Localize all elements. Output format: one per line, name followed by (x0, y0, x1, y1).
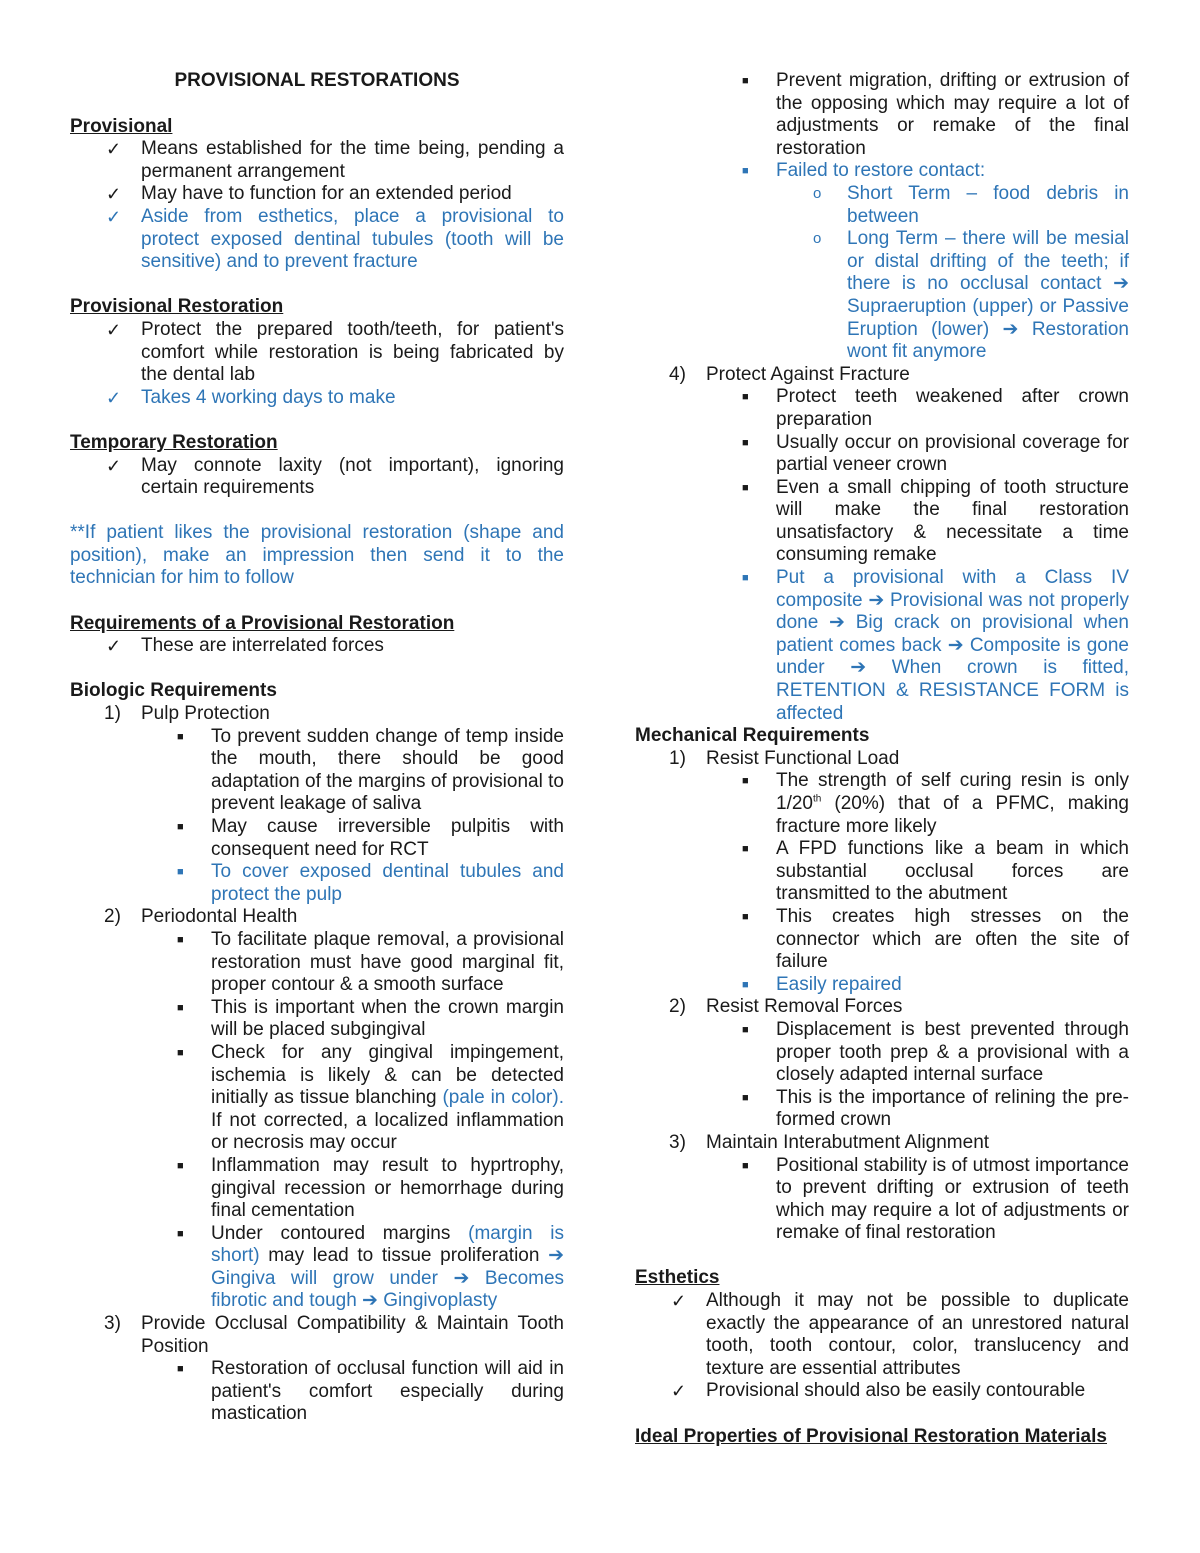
list-item: ■ Usually occur on provisional coverage for partial veneer crown (742, 431, 1129, 476)
list-item: ■ To cover exposed dentinal tubules and protect the pulp (177, 861, 564, 905)
arrow-right-icon: ➔ (453, 1267, 470, 1289)
list-item: ■ Restoration of occlusal function will aid in patient's comfort especially during mastication (177, 1358, 564, 1425)
list-item: ■ To prevent sudden change of temp inside the mouth, there should be good adaptation of the margins of provisional to prevent leakage of saliva (177, 725, 564, 815)
list-item: ✓ May have to function for an extended period (106, 183, 512, 205)
square-bullet-icon: ■ (177, 1046, 184, 1059)
list-item: ✓ Protect the prepared tooth/teeth, for patient's comfort while restoration is being fabricated by the dental lab (106, 318, 564, 386)
square-bullet-icon: ■ (742, 978, 749, 991)
list-item: ■ Put a provisional with a Class IV composite ➔ Provisional was not properly done ➔ Big crack on provisional when patient comes back ➔ Composite is gone under ➔ When crown is fitted, RETENTION & RESISTANCE FORM is affected (742, 567, 1130, 724)
square-bullet-icon: ■ (177, 821, 184, 833)
square-bullet-icon: ■ (177, 1363, 184, 1376)
list-item: o Short Term – food debris in between (813, 182, 1129, 227)
arrow-right-icon: ➔ (947, 634, 964, 656)
list-item: ■ Even a small chipping of tooth structure will make the final restoration unsatisfactory & necessitate a time consuming remake (742, 476, 1129, 566)
right-column (635, 70, 1129, 1448)
numbered-item: 3) Maintain Interabutment Alignment (669, 1131, 990, 1153)
list-item: ■ Check for any gingival impingement, ischemia is likely & can be detected initially as tissue blanching (pale in color). If not corrected, a localized inflammation or necrosis may occur (177, 1041, 564, 1154)
square-bullet-icon: ■ (177, 1159, 184, 1172)
square-bullet-icon: ■ (742, 75, 749, 87)
list-item: ■ The strength of self curing resin is only 1/20th (20%) that of a PFMC, making fracture more likely (742, 770, 1129, 837)
list-item: ■ This creates high stresses on the connector which are often the site of failure (742, 905, 1129, 973)
list-item: ■ Easily repaired (742, 973, 902, 995)
list-item: ■ To facilitate plaque removal, a provisional restoration must have good marginal fit, proper contour & a smooth surface (177, 928, 564, 996)
square-bullet-icon: ■ (177, 1227, 184, 1240)
square-bullet-icon: ■ (742, 910, 749, 923)
check-icon: ✓ (106, 184, 122, 205)
square-bullet-icon: ■ (742, 436, 749, 449)
list-item: ✓ May connote laxity (not important), ignoring certain requirements (106, 454, 564, 499)
left-column (70, 70, 564, 1426)
heading-provisional-restoration: Provisional Restoration (70, 296, 284, 318)
list-item: ■ A FPD functions like a beam in which substantial occlusal forces are transmitted to the abutment (742, 838, 1129, 905)
list-item: ■ Under contoured margins (margin is short) may lead to tissue proliferation ➔ Gingiva will grow under ➔ Becomes fibrotic and tough ➔ Gingivoplasty (177, 1222, 565, 1312)
list-item: ■ Positional stability is of utmost importance to prevent drifting or extrusion of teeth which may require a lot of adjustments or remake of final restoration (742, 1154, 1129, 1244)
arrow-right-icon: ➔ (362, 1290, 378, 1312)
heading-esthetics: Esthetics (635, 1267, 720, 1289)
list-item: o Long Term – there will be mesial or distal drifting of the teeth; if there is no occlusal contact ➔ Supraeruption (upper) or Passive Eruption (lower) ➔ Restoration wont fit anymore (813, 228, 1129, 363)
check-icon: ✓ (106, 455, 122, 476)
square-bullet-icon: ■ (177, 866, 184, 879)
circle-bullet-icon: o (813, 184, 822, 202)
list-item: ✓ Means established for the time being, pending a permanent arrangement (106, 138, 564, 182)
list-item: ■ Prevent migration, drifting or extrusion of the opposing which may require a lot of adjustments or remake of the final restoration (742, 70, 1129, 159)
list-item: ✓ Although it may not be possible to duplicate exactly the appearance of an unrestored natural tooth, tooth contour, color, translucency and texture are essential attributes (671, 1290, 1129, 1379)
square-bullet-icon: ■ (742, 843, 749, 856)
square-bullet-icon: ■ (742, 775, 749, 788)
list-item: ■ May cause irreversible pulpitis with consequent need for RCT (177, 816, 564, 860)
numbered-item: 3) Provide Occlusal Compatibility & Maintain Tooth Position (104, 1313, 564, 1357)
list-item: ✓ Takes 4 working days to make (106, 386, 396, 408)
list-item: ■ Displacement is best prevented through proper tooth prep & a provisional with a closely adapted internal surface (742, 1018, 1129, 1086)
arrow-right-icon: ➔ (829, 612, 845, 634)
square-bullet-icon: ■ (177, 730, 184, 743)
square-bullet-icon: ■ (742, 481, 749, 494)
arrow-right-icon: ➔ (868, 589, 885, 611)
list-item: ■ Protect teeth weakened after crown preparation (742, 386, 1129, 430)
list-item: ■ Inflammation may result to hyprtrophy, gingival recession or hemorrhage during final cementation (177, 1154, 564, 1222)
numbered-item: 1) Pulp Protection (104, 703, 270, 725)
list-item: ✓ These are interrelated forces (106, 635, 384, 657)
square-bullet-icon: ■ (742, 1091, 749, 1104)
heading-requirements: Requirements of a Provisional Restoration (70, 612, 455, 634)
square-bullet-icon: ■ (742, 1159, 749, 1172)
square-bullet-icon: ■ (177, 933, 184, 946)
square-bullet-icon: ■ (742, 165, 749, 178)
check-icon: ✓ (106, 636, 122, 657)
check-icon: ✓ (106, 206, 122, 227)
heading-ideal-properties: Ideal Properties of Provisional Restoration Materials (635, 1425, 1107, 1447)
arrow-right-icon: ➔ (548, 1245, 564, 1267)
check-icon: ✓ (671, 1291, 687, 1312)
numbered-item: 2) Periodontal Health (104, 906, 298, 928)
note-paragraph: **If patient likes the provisional restoration (shape and position), make an impression then send it to the technician for him to follow (70, 522, 564, 589)
heading-temporary-restoration: Temporary Restoration (70, 431, 278, 453)
check-icon: ✓ (106, 139, 122, 160)
arrow-right-icon: ➔ (1002, 318, 1019, 340)
check-icon: ✓ (106, 319, 122, 340)
numbered-item: 1) Resist Functional Load (669, 747, 900, 769)
square-bullet-icon: ■ (177, 1001, 184, 1014)
check-icon: ✓ (671, 1381, 687, 1402)
arrow-right-icon: ➔ (1113, 273, 1129, 295)
square-bullet-icon: ■ (742, 391, 749, 404)
heading-mechanical: Mechanical Requirements (635, 725, 870, 747)
heading-biologic: Biologic Requirements (70, 680, 277, 702)
list-item: ■ Failed to restore contact: (742, 160, 986, 182)
numbered-item: 4) Protect Against Fracture (669, 363, 910, 385)
arrow-right-icon: ➔ (850, 657, 867, 679)
list-item: ■ This is important when the crown margin will be placed subgingival (177, 996, 564, 1041)
square-bullet-icon: ■ (742, 572, 749, 585)
list-item: ■ This is the importance of relining the pre-formed crown (742, 1086, 1129, 1131)
circle-bullet-icon: o (813, 230, 822, 248)
numbered-item: 2) Resist Removal Forces (669, 996, 903, 1018)
check-icon: ✓ (106, 387, 122, 408)
list-item: ✓ Provisional should also be easily contourable (671, 1380, 1086, 1402)
list-item: ✓ Aside from esthetics, place a provisional to protect exposed dentinal tubules (tooth will be sensitive) and to prevent fracture (106, 205, 564, 273)
heading-provisional: Provisional (70, 115, 173, 137)
square-bullet-icon: ■ (742, 1023, 749, 1036)
page-title: PROVISIONAL RESTORATIONS (174, 70, 460, 91)
